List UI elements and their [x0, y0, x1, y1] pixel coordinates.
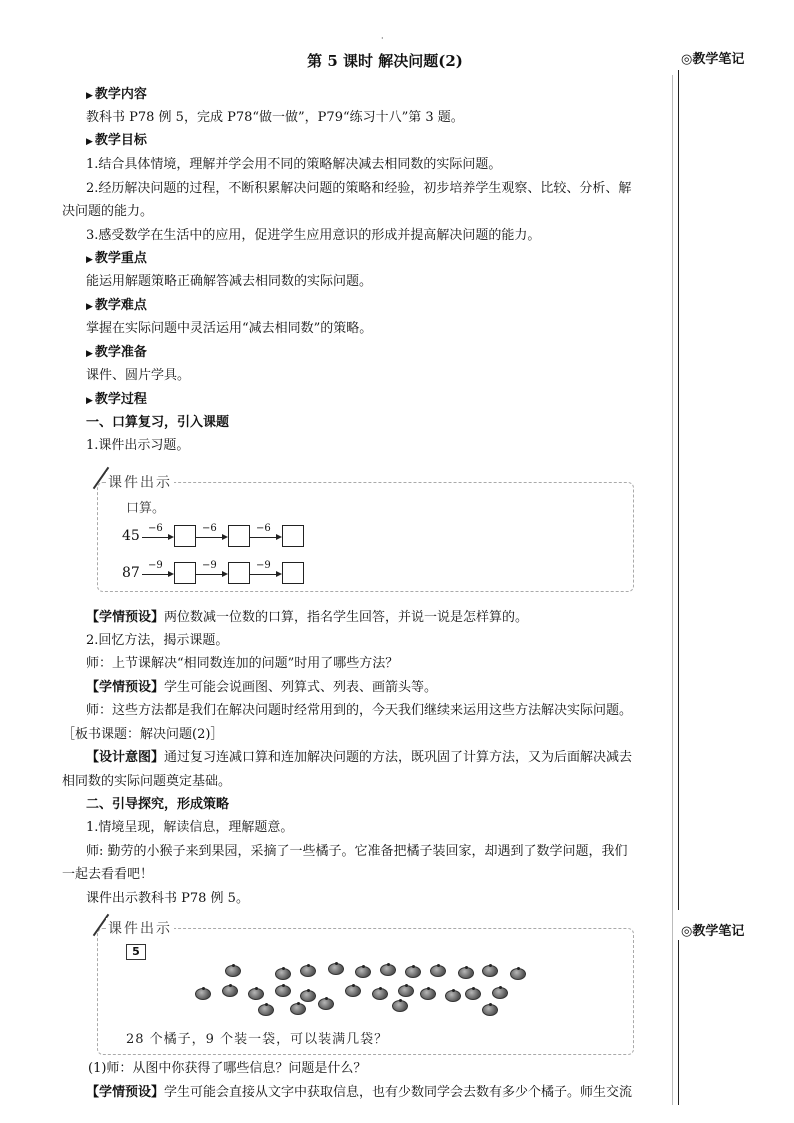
- orange: [275, 968, 291, 980]
- goal-3: 3.感受数学在生活中的应用，促进学生应用意识的形成并提高解决问题的能力。: [86, 228, 541, 243]
- teaching-notes-label-2: ◎教学笔记: [681, 924, 745, 939]
- teacher-intro-a: 师: 勤劳的小猴子来到果园，采摘了一些橘子。它准备把橘子装回家，却遇到了数学问题，我们: [86, 844, 628, 859]
- board-title: ［板书课题：解决问题(2)］: [62, 727, 224, 742]
- orange: [430, 965, 446, 977]
- subtract-chain-2: [122, 560, 304, 586]
- subtract-chain-1: [122, 523, 304, 549]
- chain1-box-1[interactable]: [174, 525, 196, 547]
- orange: [195, 988, 211, 1000]
- orange: [458, 967, 474, 979]
- orange: [222, 985, 238, 997]
- courseware-show: 课件出示教科书 P78 例 5。: [86, 891, 249, 906]
- part1-step2: 2.回忆方法，揭示课题。: [86, 633, 229, 648]
- margin-rule-inner: [672, 75, 673, 1105]
- chain2-arrow-2: −9: [196, 562, 228, 584]
- orange: [482, 965, 498, 977]
- chain1-box-2[interactable]: [228, 525, 250, 547]
- oral-calc-label: 口算。: [126, 501, 166, 516]
- teacher-question-2: (1)师：从图中你获得了哪些信息？问题是什么？: [88, 1061, 367, 1076]
- orange: [445, 990, 461, 1002]
- example-number: 5: [126, 944, 146, 960]
- prep-text: 课件、圆片学具。: [86, 368, 191, 383]
- orange: [328, 963, 344, 975]
- orange: [275, 985, 291, 997]
- goal-1: 1.结合具体情境，理解并学会用不同的策略解决减去相同数的实际问题。: [86, 157, 502, 172]
- margin-rule-outer-lower: [678, 940, 679, 1105]
- part1-step1: 1.课件出示习题。: [86, 438, 190, 453]
- part2-step1: 1.情境呈现，解读信息，理解题意。: [86, 820, 294, 835]
- orange: [248, 988, 264, 1000]
- chain2-box-3[interactable]: [282, 562, 304, 584]
- orange: [225, 965, 241, 977]
- chain1-arrow-2: −6: [196, 525, 228, 547]
- chain2-box-1[interactable]: [174, 562, 196, 584]
- chain1-arrow-3: −6: [250, 525, 282, 547]
- orange: [290, 1003, 306, 1015]
- orange: [300, 965, 316, 977]
- orange: [420, 988, 436, 1000]
- orange: [380, 964, 396, 976]
- margin-rule-outer: [678, 70, 679, 910]
- goal-heading: ▶ 教学目标: [86, 133, 147, 148]
- difficulty-heading: ▶ 教学难点: [86, 298, 147, 313]
- part2-heading: 二、引导探究，形成策略: [86, 797, 230, 812]
- page-title: 第 5 课时 解决问题(2): [307, 52, 463, 70]
- design-intent-b: 相同数的实际问题奠定基础。: [62, 774, 232, 789]
- orange: [345, 985, 361, 997]
- content-heading: ▶ 教学内容: [86, 87, 147, 102]
- goal-2b: 决问题的能力。: [62, 204, 154, 219]
- chain2-arrow-3: −9: [250, 562, 282, 584]
- process-heading: ▶ 教学过程: [86, 392, 147, 407]
- difficulty-text: 掌握在实际问题中灵活运用“减去相同数”的策略。: [86, 321, 373, 336]
- courseware-label-1: 课件出示: [106, 472, 174, 492]
- prediction-1: 【学情预设】两位数减一位数的口算，指名学生回答，并说一说是怎样算的。: [86, 610, 529, 625]
- orange: [492, 987, 508, 999]
- courseware-label-2: 课件出示: [106, 918, 174, 938]
- orange: [258, 1004, 274, 1016]
- chain1-start: 45: [122, 528, 140, 544]
- teaching-notes-label: ◎教学笔记: [681, 52, 745, 67]
- header-mark: ·: [381, 34, 384, 43]
- part1-heading: 一、口算复习，引入课题: [86, 415, 230, 430]
- example-question: 28 个橘子，9 个装一袋，可以装满几袋？: [126, 1032, 389, 1047]
- chain2-arrow-1: −9: [142, 562, 174, 584]
- teacher-statement: 师：这些方法都是我们在解决问题时经常用到的，今天我们继续来运用这些方法解决实际问题。: [86, 703, 633, 718]
- orange: [392, 1000, 408, 1012]
- orange: [398, 985, 414, 997]
- orange: [510, 968, 526, 980]
- prep-heading: ▶ 教学准备: [86, 345, 147, 360]
- orange: [465, 988, 481, 1000]
- design-intent-a: 【设计意图】通过复习连减口算和连加解决问题的方法，既巩固了计算方法，又为后面解决减去: [86, 750, 633, 765]
- chain2-box-2[interactable]: [228, 562, 250, 584]
- prediction-2: 【学情预设】学生可能会说画图、列算式、列表、画箭头等。: [86, 680, 438, 695]
- orange: [300, 990, 316, 1002]
- key-text: 能运用解题策略正确解答减去相同数的实际问题。: [86, 274, 373, 289]
- teacher-intro-b: 一起去看看吧！: [62, 867, 154, 882]
- orange: [482, 1004, 498, 1016]
- chain1-arrow-1: −6: [142, 525, 174, 547]
- orange: [318, 998, 334, 1010]
- teacher-question: 师：上节课解决“相同数连加的问题”时用了哪些方法？: [86, 656, 399, 671]
- content-text: 教科书 P78 例 5，完成 P78“做一做”，P79“练习十八”第 3 题。: [86, 110, 464, 125]
- orange: [372, 988, 388, 1000]
- goal-2a: 2.经历解决问题的过程，不断积累解决问题的策略和经验，初步培养学生观察、比较、分析、解: [86, 181, 632, 196]
- chain1-box-3[interactable]: [282, 525, 304, 547]
- key-heading: ▶ 教学重点: [86, 251, 147, 266]
- orange: [355, 966, 371, 978]
- chain2-start: 87: [122, 565, 140, 581]
- prediction-3: 【学情预设】学生可能会直接从文字中获取信息，也有少数同学会去数有多少个橘子。师生交流: [86, 1085, 633, 1100]
- orange: [405, 966, 421, 978]
